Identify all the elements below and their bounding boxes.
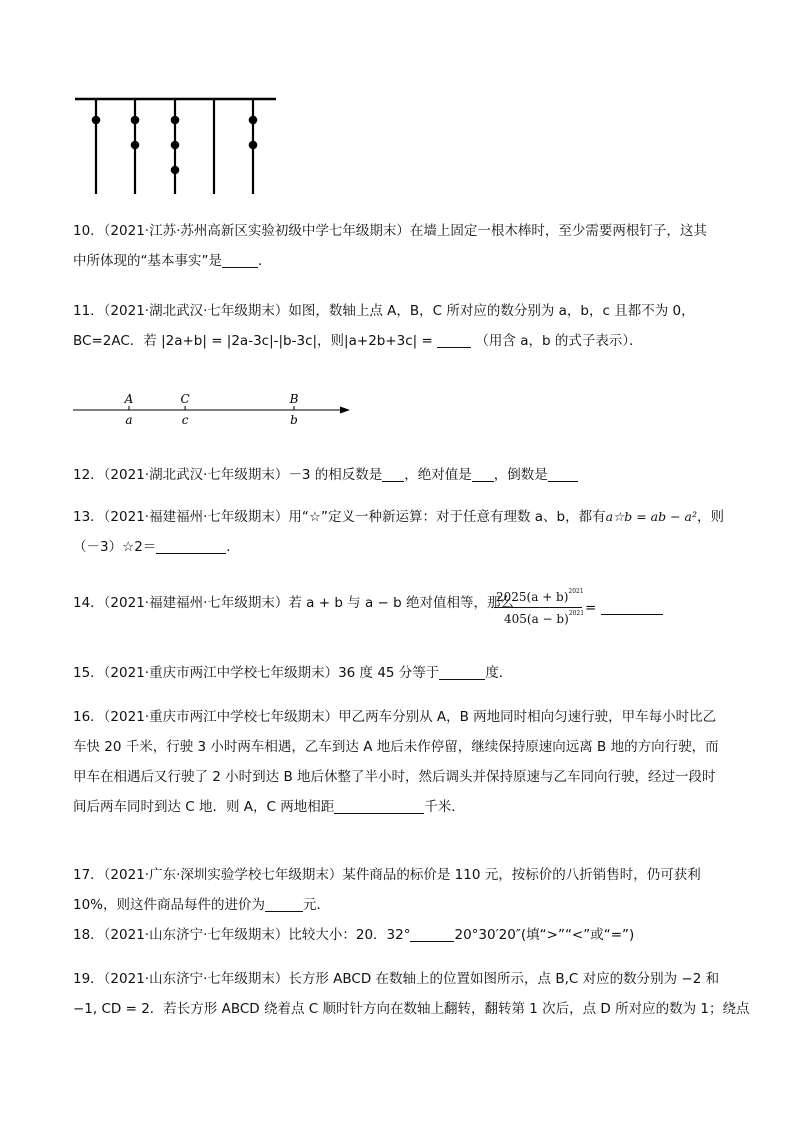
q12-text: 12．（2021·湖北武汉·七年级期末）－3 的相反数是 xyxy=(73,467,383,483)
answer-blank[interactable] xyxy=(439,663,485,680)
q13-text-3: （－3）☆2＝ xyxy=(73,539,157,555)
abacus-bead xyxy=(249,141,258,150)
q13-text: 13．（2021·福建福州·七年级期末）用“☆”定义一种新运算：对于任意有理数 a、b，都有 xyxy=(73,509,606,525)
q16-line3: 甲车在相遇后又行驶了 2 小时到达 B 地后休整了半小时，然后调头并保持原速与乙车同向行驶，经过一段时 xyxy=(73,769,716,785)
question-13 xyxy=(73,502,723,562)
answer-blank[interactable] xyxy=(334,797,424,814)
q18-text: 18．（2021·山东济宁·七年级期末）比较大小：20．32° xyxy=(73,927,411,943)
abacus-bead xyxy=(249,116,258,125)
q11-text: BC=2AC．若 |2a+b| = |2a-3c|-|b-3c|，则|a+2b+3c| = xyxy=(73,333,433,349)
q13-line1 xyxy=(73,502,723,532)
q16-text: 间后两车同时到达 C 地．则 A，C 两地相距 xyxy=(73,799,335,815)
q14-text: 14．（2021·福建福州·七年级期末）若 a + b 与 a − b 绝对值相等，那么 xyxy=(73,595,515,611)
point-label: C xyxy=(180,392,190,406)
q17-line2 xyxy=(73,890,723,920)
q16-end: 千米． xyxy=(424,799,465,815)
answer-blank[interactable] xyxy=(437,331,471,348)
q16-line2: 车快 20 千米，行驶 3 小时两车相遇，乙车到达 A 地后未作停留，继续保持原速向远离 B 地的方向行驶，而 xyxy=(73,739,719,755)
q10-line1: 10．（2021·江苏·苏州高新区实验初级中学七年级期末）在墙上固定一根木棒时，至少需要两根钉子，这其 xyxy=(73,223,707,239)
point-value-label: b xyxy=(290,413,298,427)
abacus-figure xyxy=(70,90,285,200)
q16-line1: 16．（2021·重庆市两江中学校七年级期末）甲乙两车分别从 A，B 两地同时相向匀速行驶，甲车每小时比乙 xyxy=(73,709,717,725)
q12-line xyxy=(73,460,723,490)
q19-line2: −1, CD = 2．若长方形 ABCD 绕着点 C 顺时针方向在数轴上翻转，翻转第 1 次后，点 D 所对应的数为 1；绕点 xyxy=(73,1001,750,1017)
q13-line2 xyxy=(73,532,723,562)
q12-text-2: ，绝对值是 xyxy=(404,467,472,483)
q13-end: ． xyxy=(226,539,240,555)
q14-answer xyxy=(585,598,663,616)
numerator-exponent: 2021 xyxy=(568,588,584,595)
question-12 xyxy=(73,460,723,490)
point-value-label: a xyxy=(125,413,133,427)
q10-text: 中所体现的“基本事实”是 xyxy=(73,253,222,269)
answer-blank[interactable] xyxy=(156,537,226,554)
denominator-exponent: 2021 xyxy=(568,610,585,617)
q17-text: 10%，则这件商品每件的进价为 xyxy=(73,897,266,913)
abacus-bead xyxy=(171,141,180,150)
q11-line2 xyxy=(73,326,723,356)
q15-text: 15．（2021·重庆市两江中学校七年级期末）36 度 45 分等于 xyxy=(73,665,440,681)
answer-blank[interactable] xyxy=(222,251,258,268)
q10-line2 xyxy=(73,246,723,276)
q15-end: 度． xyxy=(485,665,513,681)
q11-end: （用含 a，b 的式子表示）． xyxy=(475,333,643,349)
answer-blank[interactable] xyxy=(548,465,578,482)
question-11 xyxy=(73,296,723,356)
q13-text-2: ，则 xyxy=(697,509,725,525)
point-label: A xyxy=(124,392,134,406)
q18-line xyxy=(73,920,723,950)
q17-end: 元． xyxy=(303,897,331,913)
q17-line1: 17．（2021·广东·深圳实验学校七年级期末）某件商品的标价是 110 元，按标价的八折销售时，仍可获利 xyxy=(73,867,701,883)
question-17 xyxy=(73,860,723,920)
answer-blank[interactable] xyxy=(601,598,663,615)
abacus-bead xyxy=(131,141,140,150)
question-15 xyxy=(73,658,723,688)
abacus-bead xyxy=(171,166,180,175)
q15-line xyxy=(73,658,723,688)
equals-sign: = xyxy=(585,600,597,616)
q13-formula: a☆b = ab − a² xyxy=(605,509,698,524)
question-18 xyxy=(73,920,723,950)
point-value-label: c xyxy=(181,413,189,427)
abacus-bead xyxy=(92,116,101,125)
answer-blank[interactable] xyxy=(472,465,494,482)
q16-line4 xyxy=(73,792,723,822)
question-16 xyxy=(73,702,723,822)
question-10 xyxy=(73,216,723,276)
q12-text-3: ，倒数是 xyxy=(493,467,548,483)
q19-line1: 19．（2021·山东济宁·七年级期末）长方形 ABCD 在数轴上的位置如图所示，点 B,C 对应的数分别为 −2 和 xyxy=(73,971,720,987)
q10-end: ． xyxy=(258,253,272,269)
answer-blank[interactable] xyxy=(265,895,303,912)
abacus-bead xyxy=(131,116,140,125)
abacus-bead xyxy=(171,116,180,125)
answer-blank[interactable] xyxy=(382,465,404,482)
fraction-bar xyxy=(494,607,582,608)
arrow-head-icon xyxy=(340,407,350,414)
q11-line1: 11．（2021·湖北武汉·七年级期末）如图，数轴上点 A，B，C 所对应的数分别为 a，b，c 且都不为 0， xyxy=(73,303,695,319)
q18-text-2: 20°30′20″(填“>”“<”或“=”) xyxy=(454,927,635,943)
point-label: B xyxy=(289,392,299,406)
q14-fraction xyxy=(494,586,597,630)
number-line-figure xyxy=(70,388,360,433)
question-19 xyxy=(73,964,750,1024)
answer-blank[interactable] xyxy=(410,925,454,942)
fraction-numerator: 2025(a + b) xyxy=(496,590,569,604)
fraction-denominator: 405(a − b) xyxy=(504,612,569,626)
